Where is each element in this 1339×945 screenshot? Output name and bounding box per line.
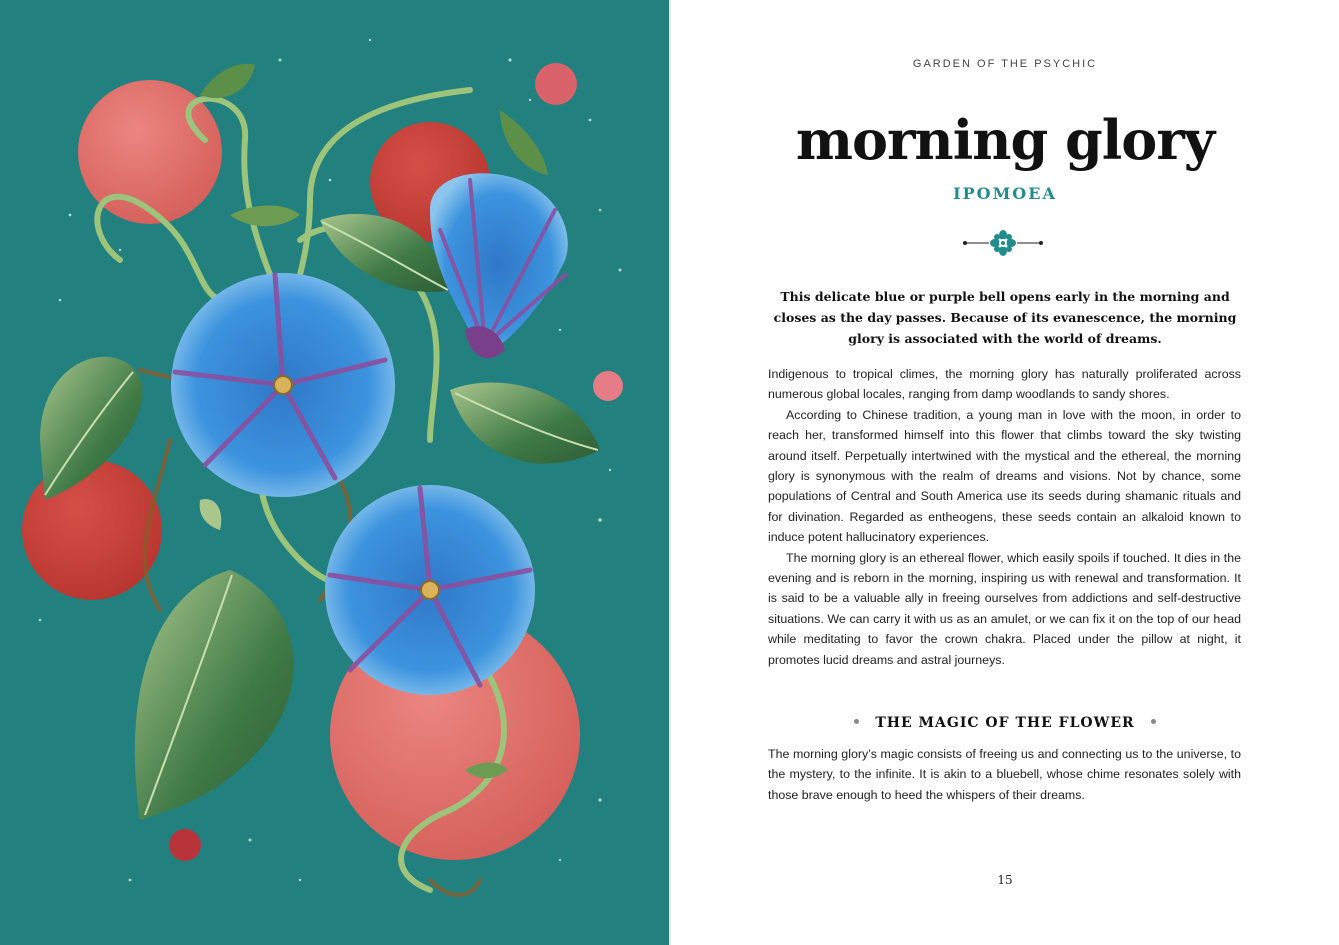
red-circle	[22, 460, 162, 600]
text-page	[671, 0, 1339, 945]
morning-glory-bell	[430, 173, 568, 358]
small-coral-circle	[535, 63, 577, 105]
section-heading-label: THE MAGIC OF THE FLOWER	[875, 715, 1135, 731]
section-heading	[671, 715, 1339, 731]
magic-text	[768, 744, 1241, 805]
running-head: GARDEN OF THE PSYCHIC	[912, 58, 1098, 70]
magic-paragraph: The morning glory’s magic consists of freeing us and connecting us to the universe, to the mystery, to the infinite. It is akin to a bluebell, whose chime resonates solely with those brave enough to heed the whispers of their dreams.	[768, 747, 1241, 802]
morning-glory-flower	[171, 273, 395, 497]
page-title: morning glory	[795, 108, 1215, 172]
small-red-circle	[169, 829, 201, 861]
body-paragraph: Indigenous to tropical climes, the morning glory has naturally proliferated across numerous global locales, ranging from damp woodlands to sandy shores.	[768, 367, 1241, 402]
leaf	[450, 383, 600, 464]
morning-glory-flower	[325, 485, 535, 695]
intro-paragraph: This delicate blue or purple bell opens early in the morning and closes as the day passes. Because of its evanescence, the morning glory is associated with the world of dreams.	[773, 289, 1237, 346]
page-number: 15	[997, 873, 1013, 887]
flower-ornament-icon	[961, 230, 1045, 256]
morning-glory-illustration	[0, 0, 669, 945]
body-paragraph: According to Chinese tradition, a young man in love with the moon, in order to reach her, transformed himself into this flower that climbs toward the sky twisting around itself. Perpetually intertwined with the mystical and the ethereal, the morning glory is synonymous with the realm of dreams and visions. Not by chance, some populations of Central and South America use its seeds during shamanic rituals and for divination. Regarded as entheogens, these seeds contain an alkaloid known to induce potent hallucinatory experiences.	[768, 407, 1241, 545]
bullet-icon	[854, 719, 859, 724]
small-coral-circle	[593, 371, 623, 401]
body-paragraph: The morning glory is an ethereal flower, which easily spoils if touched. It dies in the evening and is reborn in the morning, inspiring us with renewal and transformation. It is said to be a valuable ally in freeing ourselves from addictions and self-destructive situations. We can carry it with us as an amulet, or we can fix it on the top of our head while meditating to favor the crown chakra. Placed under the pillow at night, it promotes lucid dreams and astral journeys.	[768, 550, 1241, 667]
bullet-icon	[1151, 719, 1156, 724]
body-text	[768, 364, 1241, 670]
illustration-page	[0, 0, 669, 945]
botanical-name: IPOMOEA	[953, 184, 1057, 203]
